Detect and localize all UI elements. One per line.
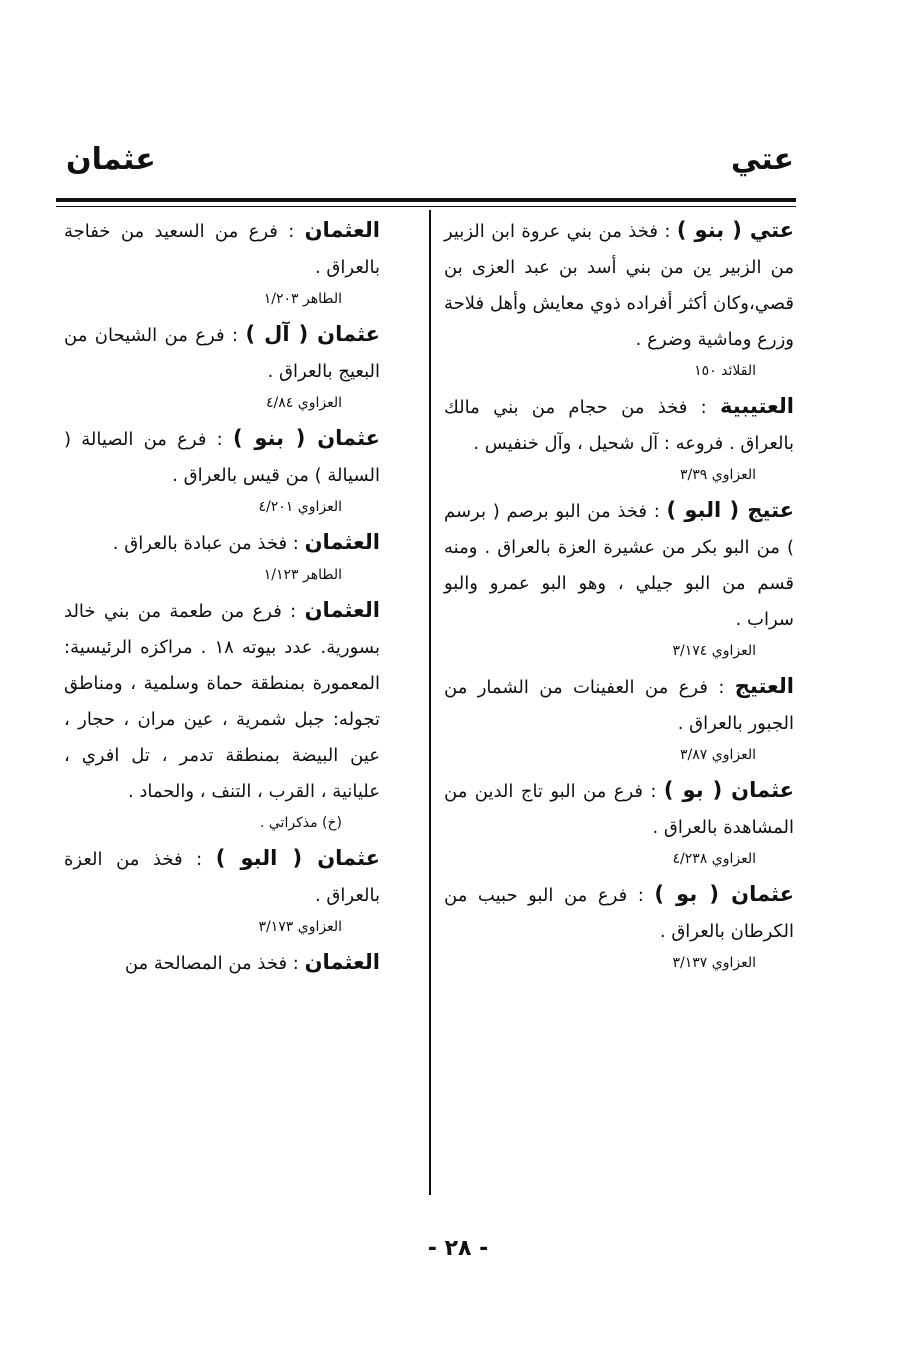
entry-body: : فرع من العفينات من الشمار من الجبور بالعراق . <box>444 677 794 734</box>
entry-text <box>64 592 380 810</box>
entry-headword: العثمان <box>304 950 380 974</box>
entry-text <box>64 212 380 286</box>
entry <box>444 388 794 488</box>
entry-reference: العزاوي ٣/١٧٣ <box>258 919 342 935</box>
column-divider <box>429 210 431 1195</box>
entry-body: : فرع من الشيحان من البعيج بالعراق . <box>64 325 380 382</box>
running-header-left: عثمان <box>66 142 156 177</box>
entry <box>444 772 794 872</box>
entry <box>444 668 794 768</box>
entry-headword: عثمان ( آل ) <box>245 322 380 346</box>
entry-headword: عثمان ( بو ) <box>663 778 794 802</box>
entry-headword: عثمان ( البو ) <box>215 846 380 870</box>
entry-text <box>444 876 794 950</box>
entry-body: : فرع من البو تاج الدين من المشاهدة بالعراق . <box>444 781 794 838</box>
entry-reference: الطاهر ١/١٢٣ <box>263 567 342 583</box>
entry-headword: العثمان <box>304 218 380 242</box>
entry-headword: العثمان <box>304 530 380 554</box>
entry-reference: العزاوي ٣/٣٩ <box>680 467 756 483</box>
entry-reference: الطاهر ١/٢٠٣ <box>263 291 342 307</box>
entry-body: : فخذ من المصالحة من <box>124 953 305 974</box>
entry-text <box>444 388 794 462</box>
entry-text <box>64 524 380 562</box>
entry-headword: عثمان ( بنو ) <box>232 426 380 450</box>
entry-reference: العزاوي ٤/٢٣٨ <box>672 851 756 867</box>
entry-text <box>444 212 794 358</box>
entry-text <box>64 944 380 982</box>
entry <box>64 316 380 416</box>
entry-reference: العزاوي ٤/٨٤ <box>266 395 342 411</box>
entry-headword: عتيج ( البو ) <box>666 498 794 522</box>
entry <box>444 212 794 384</box>
entry-headword: عتي ( بنو ) <box>676 218 794 242</box>
entry <box>64 840 380 940</box>
entry-headword: العتيج <box>734 674 794 698</box>
header-rule-thick <box>56 198 796 202</box>
entry-text <box>444 668 794 742</box>
entry-text <box>64 840 380 914</box>
entry-body: : فرع من البو حبيب من الكرطان بالعراق . <box>444 885 794 942</box>
entry-reference: العزاوي ٣/١٧٤ <box>672 643 756 659</box>
left-column <box>64 212 380 982</box>
entry-text <box>64 316 380 390</box>
entry-reference: القلائد ١٥٠ <box>694 363 756 379</box>
entry-body: : فخذ من بني عروة ابن الزبير من الزبير ين من بني أسد بن عبد العزى بن قصي،وكان أكثر أفراده ذوي معايش وأهل فلاحة وزرع وماشية وضرع . <box>444 221 794 350</box>
entry-reference: العزاوي ٣/٨٧ <box>680 747 756 763</box>
entry-reference: العزاوي ٣/١٣٧ <box>672 955 756 971</box>
entry-body: : فخذ من حجام من بني مالك بالعراق . فروعه : آل شحيل ، وآل خنفيس . <box>444 397 794 454</box>
page-number: - ٢٨ - <box>427 1236 489 1261</box>
entry <box>64 592 380 836</box>
entry-headword: العتيبية <box>720 394 794 418</box>
entry <box>64 524 380 588</box>
entry-body: : فخذ من البو برصم ( برسم ) من البو بكر من عشيرة العزة بالعراق . ومنه قسم من البو جيلي ، وهو البو عمرو والبو سراب . <box>444 501 794 630</box>
running-header-right: عتي <box>730 142 794 177</box>
entry-text <box>444 772 794 846</box>
entry <box>64 212 380 312</box>
entry <box>64 420 380 520</box>
right-column <box>444 212 794 980</box>
entry-headword: العثمان <box>304 598 380 622</box>
entry-body: : فرع من السعيد من خفاجة بالعراق . <box>64 221 380 278</box>
entry-reference: (خ) مذكراتي . <box>259 815 342 831</box>
entry-body: : فرع من الصيالة ( السيالة ) من قيس بالعراق . <box>64 429 380 486</box>
entry <box>444 492 794 664</box>
entry-reference: العزاوي ٤/٢٠١ <box>258 499 342 515</box>
entry-text <box>444 492 794 638</box>
entry <box>444 876 794 976</box>
header-rule-thin <box>56 206 796 207</box>
entry <box>64 944 380 982</box>
entry-body: : فخذ من عبادة بالعراق . <box>112 533 305 554</box>
entry-text <box>64 420 380 494</box>
entry-headword: عثمان ( بو ) <box>654 882 794 906</box>
entry-body: : فرع من طعمة من بني خالد بسورية. عدد بيوته ١٨ . مراكزه الرئيسية: المعمورة بمنطقة حماة وسلمية ، ومناطق تجوله: جبل شمرية ، عين مران ، حجار ، عين البيضة بمنطقة تدمر ، تل افري ، عليانية ، القرب ، التنف ، والحماد . <box>64 601 380 802</box>
entry-body: : فخذ من العزة بالعراق . <box>64 849 380 906</box>
